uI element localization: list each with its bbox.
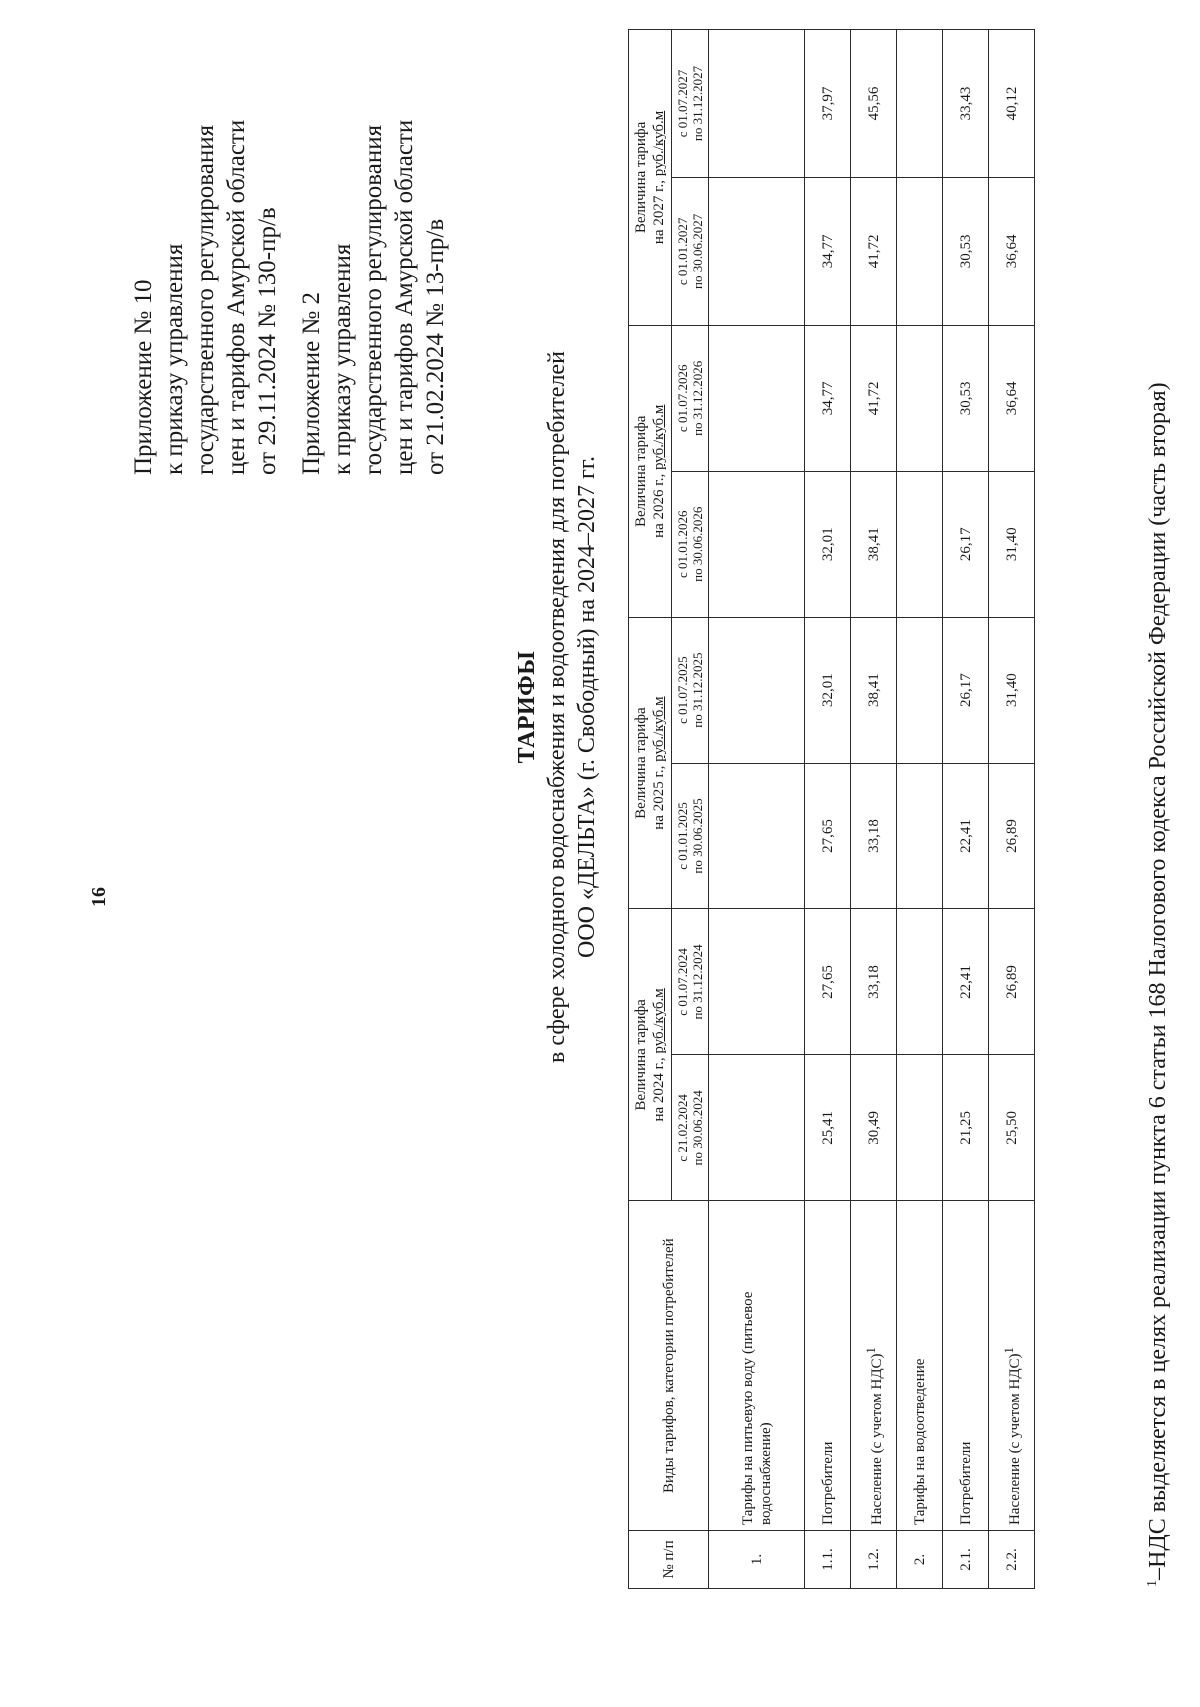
tariff-value (709, 617, 805, 763)
period-to: по 31.12.2025 (690, 652, 705, 728)
header-period (672, 30, 709, 178)
tariff-value: 33,43 (943, 30, 989, 178)
appendix-current-header (128, 5, 283, 475)
header-year-line1: Величина тарифа (633, 121, 649, 234)
period-to: по 31.12.2024 (690, 944, 705, 1020)
tariff-value: 25,41 (805, 1055, 851, 1201)
tariff-value (897, 909, 943, 1055)
row-category-text: Тарифы на питьевую воду (питьевое водоснабжение) (739, 1291, 774, 1526)
tariff-value (897, 763, 943, 909)
row-number: 1.2. (851, 1531, 897, 1589)
header-year-2027 (629, 30, 672, 326)
document-title: ТАРИФЫ (514, 650, 540, 764)
row-category (897, 1201, 943, 1531)
tariff-value (897, 325, 943, 471)
appendix-line: к приказу управления (329, 243, 356, 475)
period-from: с 01.07.2025 (675, 656, 690, 724)
table-row (989, 30, 1035, 1589)
appendix-line: государственного регулирования (360, 124, 387, 475)
row-category-text: Потребители (819, 1441, 836, 1526)
tariff-value: 45,56 (851, 30, 897, 178)
header-year-2024 (629, 909, 672, 1201)
appendix-line: Приложение № 2 (298, 291, 325, 475)
tariff-value: 38,41 (851, 617, 897, 763)
table-row (851, 30, 897, 1589)
tariff-value: 25,50 (989, 1055, 1035, 1201)
table-row (897, 30, 943, 1589)
header-period (672, 471, 709, 617)
period-from: с 01.01.2025 (675, 802, 690, 870)
tariff-value: 27,65 (805, 763, 851, 909)
header-year-line2: на 2025 г., (651, 761, 667, 830)
table-header-row (629, 30, 672, 1589)
appendix-line: от 29.11.2024 № 130-пр/в (254, 207, 281, 475)
tariff-value: 38,41 (851, 471, 897, 617)
tariff-value: 41,72 (851, 325, 897, 471)
appendix-line: Приложение № 10 (130, 279, 157, 475)
row-category (989, 1201, 1035, 1531)
period-to: по 31.12.2027 (690, 65, 705, 142)
row-category (851, 1201, 897, 1531)
table-row (709, 30, 805, 1589)
row-number: 2. (897, 1531, 943, 1589)
row-category (943, 1201, 989, 1531)
tariff-value (897, 177, 943, 325)
row-category (805, 1201, 851, 1531)
row-category-text: Потребители (957, 1441, 974, 1526)
period-from: с 01.07.2027 (675, 69, 690, 138)
tariff-value: 30,53 (943, 177, 989, 325)
period-to: по 30.06.2025 (690, 798, 705, 874)
table-row (943, 30, 989, 1589)
header-year-line1: Величина тарифа (633, 999, 649, 1111)
header-year-line1: Величина тарифа (633, 707, 649, 819)
tariff-value: 40,12 (989, 30, 1035, 178)
period-from: с 21.02.2024 (675, 1094, 690, 1162)
tariff-value: 26,17 (943, 617, 989, 763)
document-title-block (512, 167, 602, 1247)
footnote-text: –НДС выделяется в целях реализации пункта 6 статьи 168 Налогового кодекса Российской Федерации (часть вторая) (1145, 382, 1171, 1580)
page-number: 16 (88, 887, 110, 907)
header-year-unit: руб./куб.м (651, 110, 667, 177)
footnote-reference: 1 (1001, 1347, 1016, 1354)
tariff-value (709, 763, 805, 909)
appendix-line: от 21.02.2024 № 13-пр/в (422, 218, 449, 475)
header-year-unit: руб./куб.м (651, 404, 667, 471)
tariff-value (897, 471, 943, 617)
row-number: 2.1. (943, 1531, 989, 1589)
tariff-value (897, 30, 943, 178)
row-number: 1.1. (805, 1531, 851, 1589)
tariff-value (709, 1055, 805, 1201)
tariff-value: 34,77 (805, 325, 851, 471)
tariff-value: 37,97 (805, 30, 851, 178)
header-year-unit: руб./куб.м (651, 696, 667, 762)
header-num: № п/п (629, 1531, 709, 1589)
period-to: по 30.06.2026 (690, 506, 705, 582)
period-to: по 30.06.2024 (690, 1090, 705, 1166)
header-year-2026 (629, 325, 672, 617)
header-period (672, 909, 709, 1055)
tariff-value: 27,65 (805, 909, 851, 1055)
tariff-value: 26,89 (989, 763, 1035, 909)
tariff-value: 26,89 (989, 909, 1035, 1055)
footnote (1145, 87, 1172, 1587)
tariff-table-body (709, 30, 1035, 1589)
tariff-value: 36,64 (989, 325, 1035, 471)
tariff-value (709, 30, 805, 178)
tariff-value: 22,41 (943, 909, 989, 1055)
header-period (672, 617, 709, 763)
period-from: с 01.07.2024 (675, 948, 690, 1016)
tariff-value (709, 909, 805, 1055)
header-year-unit: руб./куб.м (651, 988, 667, 1054)
header-period (672, 1055, 709, 1201)
period-to: по 30.06.2027 (690, 213, 705, 290)
tariff-value (709, 325, 805, 471)
footnote-mark: 1 (1145, 1580, 1160, 1587)
tariff-value: 41,72 (851, 177, 897, 325)
tariff-value: 31,40 (989, 617, 1035, 763)
tariff-value (897, 1055, 943, 1201)
tariff-value: 34,77 (805, 177, 851, 325)
period-to: по 31.12.2026 (690, 360, 705, 436)
header-year-line2: на 2024 г., (651, 1053, 667, 1122)
appendix-line: цен и тарифов Амурской области (391, 119, 418, 475)
row-number: 1. (709, 1531, 805, 1589)
appendix-original-header (296, 5, 451, 475)
footnote-reference: 1 (863, 1347, 878, 1354)
period-from: с 01.01.2026 (675, 510, 690, 578)
header-period (672, 325, 709, 471)
tariff-table (628, 29, 1035, 1589)
tariff-value: 30,49 (851, 1055, 897, 1201)
appendix-line: государственного регулирования (192, 124, 219, 475)
row-category-text: Тарифы на водоотведение (911, 1358, 928, 1526)
tariff-value (897, 617, 943, 763)
tariff-value: 31,40 (989, 471, 1035, 617)
tariff-value: 22,41 (943, 763, 989, 909)
appendix-line: цен и тарифов Амурской области (223, 119, 250, 475)
document-subtitle-line: в сфере холодного водоснабжения и водоотведения для потребителей (544, 351, 570, 1063)
row-number: 2.2. (989, 1531, 1035, 1589)
tariff-value (709, 471, 805, 617)
header-period (672, 177, 709, 325)
row-category-text: Население (с учетом НДС) (868, 1353, 885, 1526)
tariff-value: 26,17 (943, 471, 989, 617)
tariff-value: 33,18 (851, 909, 897, 1055)
tariff-value: 32,01 (805, 471, 851, 617)
header-kind: Виды тарифов, категории потребителей (629, 1201, 709, 1531)
tariff-value: 30,53 (943, 325, 989, 471)
tariff-value: 21,25 (943, 1055, 989, 1201)
period-from: с 01.07.2026 (675, 364, 690, 433)
header-year-2025 (629, 617, 672, 909)
header-year-line1: Величина тарифа (633, 415, 649, 528)
header-period (672, 763, 709, 909)
tariff-value (709, 177, 805, 325)
header-year-line2: на 2026 г., (651, 470, 667, 538)
period-from: с 01.01.2027 (675, 217, 690, 286)
document-subtitle-line: ООО «ДЕЛЬТА» (г. Свободный) на 2024–2027 гг. (574, 455, 600, 959)
row-category-text: Население (с учетом НДС) (1006, 1353, 1023, 1526)
tariff-value: 33,18 (851, 763, 897, 909)
row-category (709, 1201, 805, 1531)
tariff-value: 32,01 (805, 617, 851, 763)
table-row (805, 30, 851, 1589)
header-year-line2: на 2027 г., (651, 176, 667, 245)
appendix-line: к приказу управления (161, 243, 188, 475)
tariff-value: 36,64 (989, 177, 1035, 325)
